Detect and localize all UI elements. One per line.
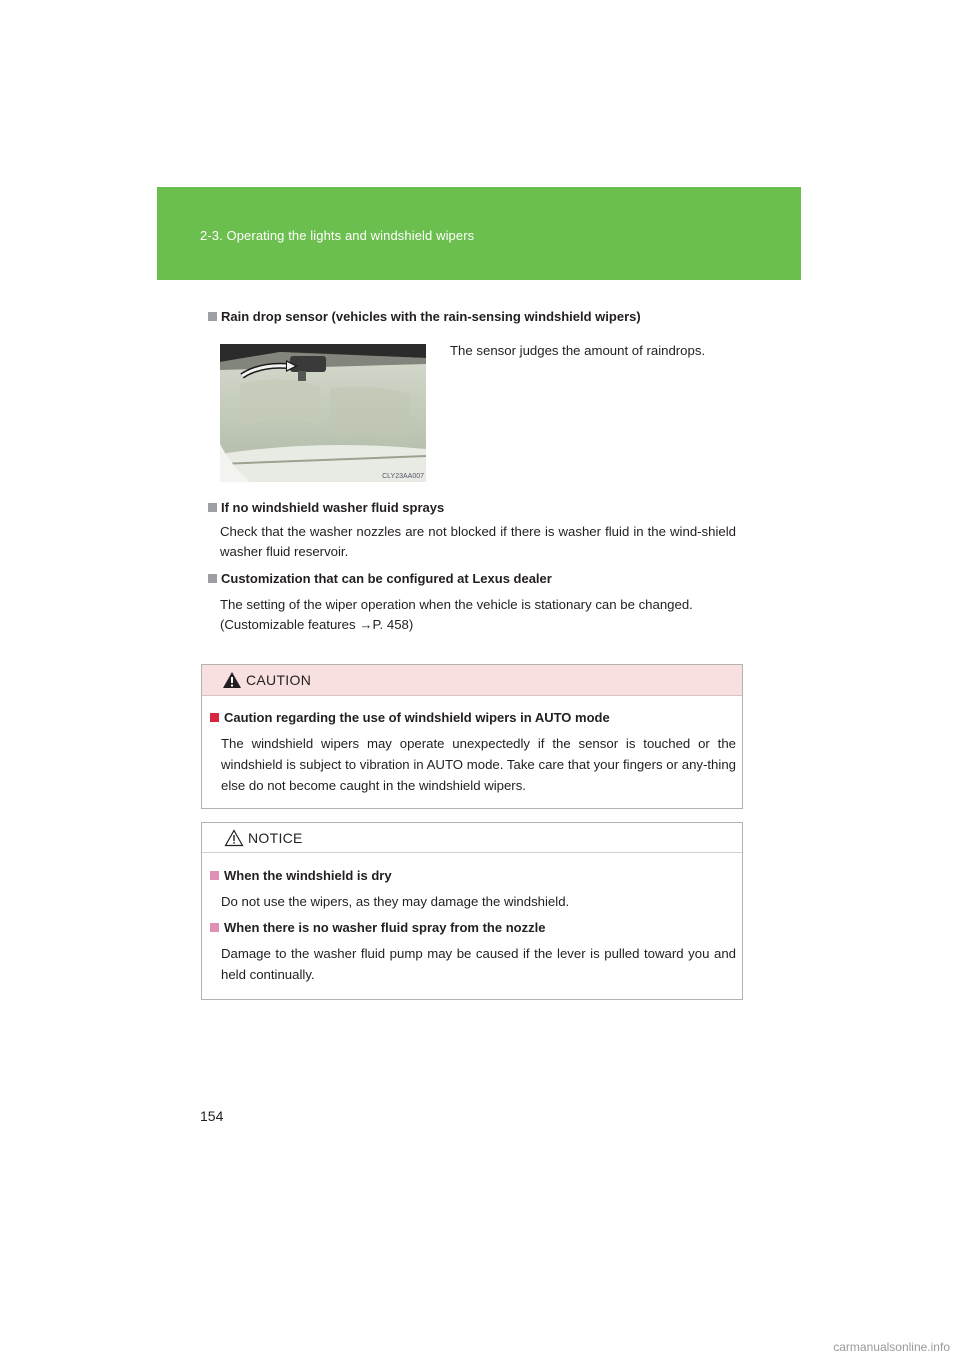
windshield-sensor-photo xyxy=(220,344,426,482)
notice-box xyxy=(201,822,743,1000)
bullet-square-icon xyxy=(208,503,217,512)
notice-body-nozzle: Damage to the washer fluid pump may be caused if the lever is pulled toward you and held continually. xyxy=(221,946,736,982)
section-heading-customization: Customization that can be configured at Lexus dealer xyxy=(208,571,552,586)
notice-body-dry: Do not use the wipers, as they may damage the windshield. xyxy=(221,894,570,909)
image-code: CLY23AA007 xyxy=(382,473,424,480)
notice-heading-nozzle: When there is no washer fluid spray from the nozzle xyxy=(210,920,545,935)
sensor-caption: The sensor judges the amount of raindrops. xyxy=(450,343,706,358)
caution-box xyxy=(201,664,743,809)
bullet-square-icon xyxy=(208,312,217,321)
caution-title: CAUTION xyxy=(246,672,312,688)
windshield-illustration xyxy=(220,344,426,482)
caution-header xyxy=(202,665,742,696)
warning-triangle-icon xyxy=(222,671,242,689)
page-number: 154 xyxy=(200,1108,224,1124)
bullet-square-icon xyxy=(208,574,217,583)
customization-text: The setting of the wiper operation when the vehicle is stationary can be changed. (Customizable features →P. 458) xyxy=(220,597,693,632)
notice-triangle-icon xyxy=(224,829,244,847)
notice-header xyxy=(202,823,742,853)
bullet-square-icon xyxy=(210,923,219,932)
caution-heading: Caution regarding the use of windshield wipers in AUTO mode xyxy=(210,710,610,725)
notice-title: NOTICE xyxy=(248,830,303,846)
chapter-title: 2-3. Operating the lights and windshield wipers xyxy=(200,228,475,243)
section-heading-washer-fluid: If no windshield washer fluid sprays xyxy=(208,500,444,515)
section-heading-rain-sensor: Rain drop sensor (vehicles with the rain-sensing windshield wipers) xyxy=(208,309,641,324)
footer-watermark: carmanualsonline.info xyxy=(833,1340,950,1354)
washer-fluid-text: Check that the washer nozzles are not blocked if there is washer fluid in the wind-shield washer fluid reservoir. xyxy=(220,524,736,559)
caution-body: The windshield wipers may operate unexpectedly if the sensor is touched or the windshield is subject to vibration in AUTO mode. Take care that your fingers or any-thing else do not become caught in the windshield wipers. xyxy=(221,736,736,793)
bullet-square-icon xyxy=(210,713,219,722)
notice-heading-dry: When the windshield is dry xyxy=(210,868,392,883)
bullet-square-icon xyxy=(210,871,219,880)
